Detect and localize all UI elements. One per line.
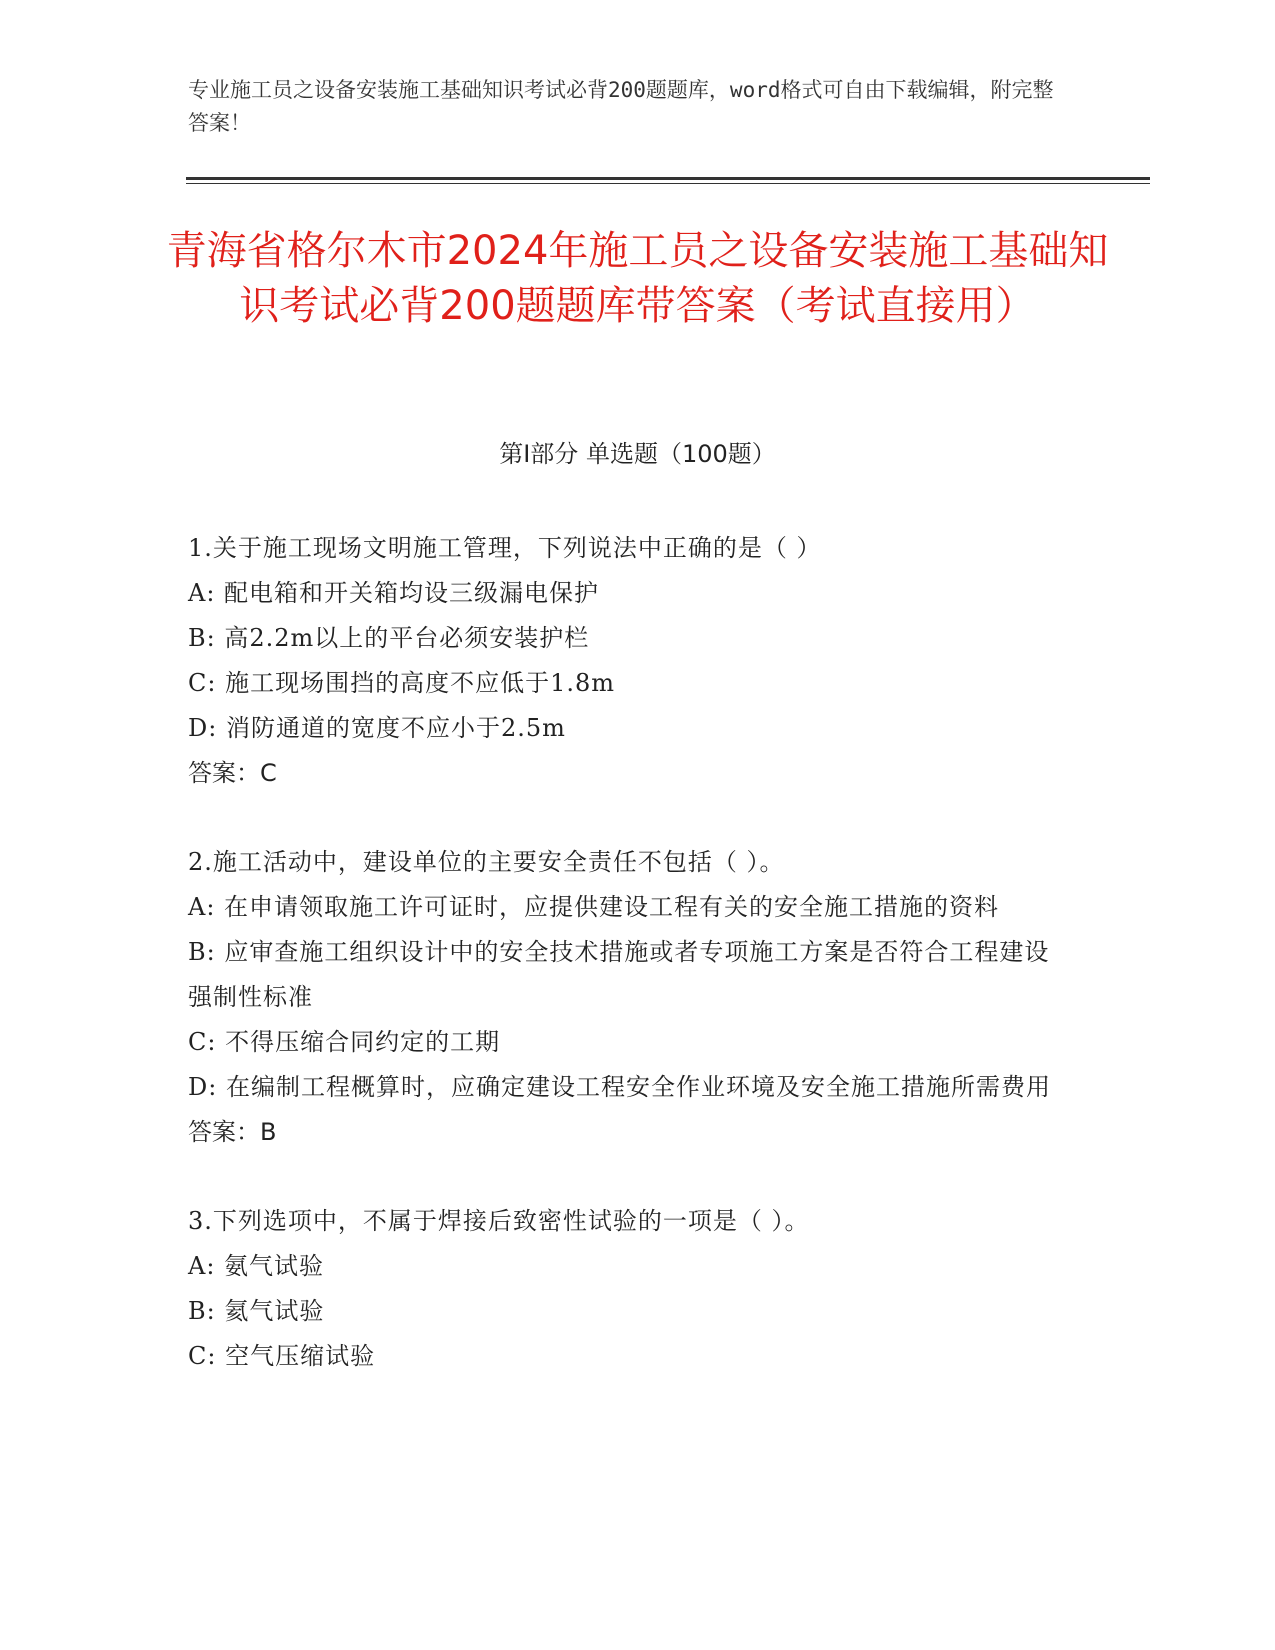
option-c: C: 空气压缩试验 [188,1342,376,1370]
option-d: D: 在编制工程概算时，应确定建设工程安全作业环境及安全施工措施所需费用 [188,1073,1051,1101]
question-3 [188,1199,1068,1379]
option-a: A: 氨气试验 [188,1252,325,1280]
option-b: B: 氦气试验 [188,1297,325,1325]
option-a: A: 在申请领取施工许可证时，应提供建设工程有关的安全施工措施的资料 [188,893,1000,921]
option-c: C: 施工现场围挡的高度不应低于1.8m [188,669,616,697]
question-stem: 3.下列选项中，不属于焊接后致密性试验的一项是（ ）。 [188,1207,810,1235]
option-b: B: 应审查施工组织设计中的安全技术措施或者专项施工方案是否符合工程建设强制性标准 [188,938,1050,1011]
answer-label: 答案：C [188,759,277,787]
header-divider-thin [186,183,1150,184]
option-d: D: 消防通道的宽度不应小于2.5m [188,714,566,742]
option-a: A: 配电箱和开关箱均设三级漏电保护 [188,579,600,607]
question-stem: 2.施工活动中，建设单位的主要安全责任不包括（ ）。 [188,848,785,876]
question-2 [188,840,1068,1155]
option-c: C: 不得压缩合同约定的工期 [188,1028,501,1056]
option-b: B: 高2.2m以上的平台必须安装护栏 [188,624,590,652]
document-title: 青海省格尔木市2024年施工员之设备安装施工基础知识考试必背200题题库带答案（考试直接用） [166,228,1109,329]
question-1 [188,526,1068,796]
section-heading: 第Ⅰ部分 单选题（100题） [499,440,776,468]
question-list [188,526,1068,1423]
header-divider-thick [186,177,1150,180]
header-note: 专业施工员之设备安装施工基础知识考试必背200题题库，word格式可自由下载编辑，附完整答案！ [188,78,1054,135]
answer-label: 答案：B [188,1118,277,1146]
question-stem: 1.关于施工现场文明施工管理，下列说法中正确的是（ ） [188,534,822,562]
